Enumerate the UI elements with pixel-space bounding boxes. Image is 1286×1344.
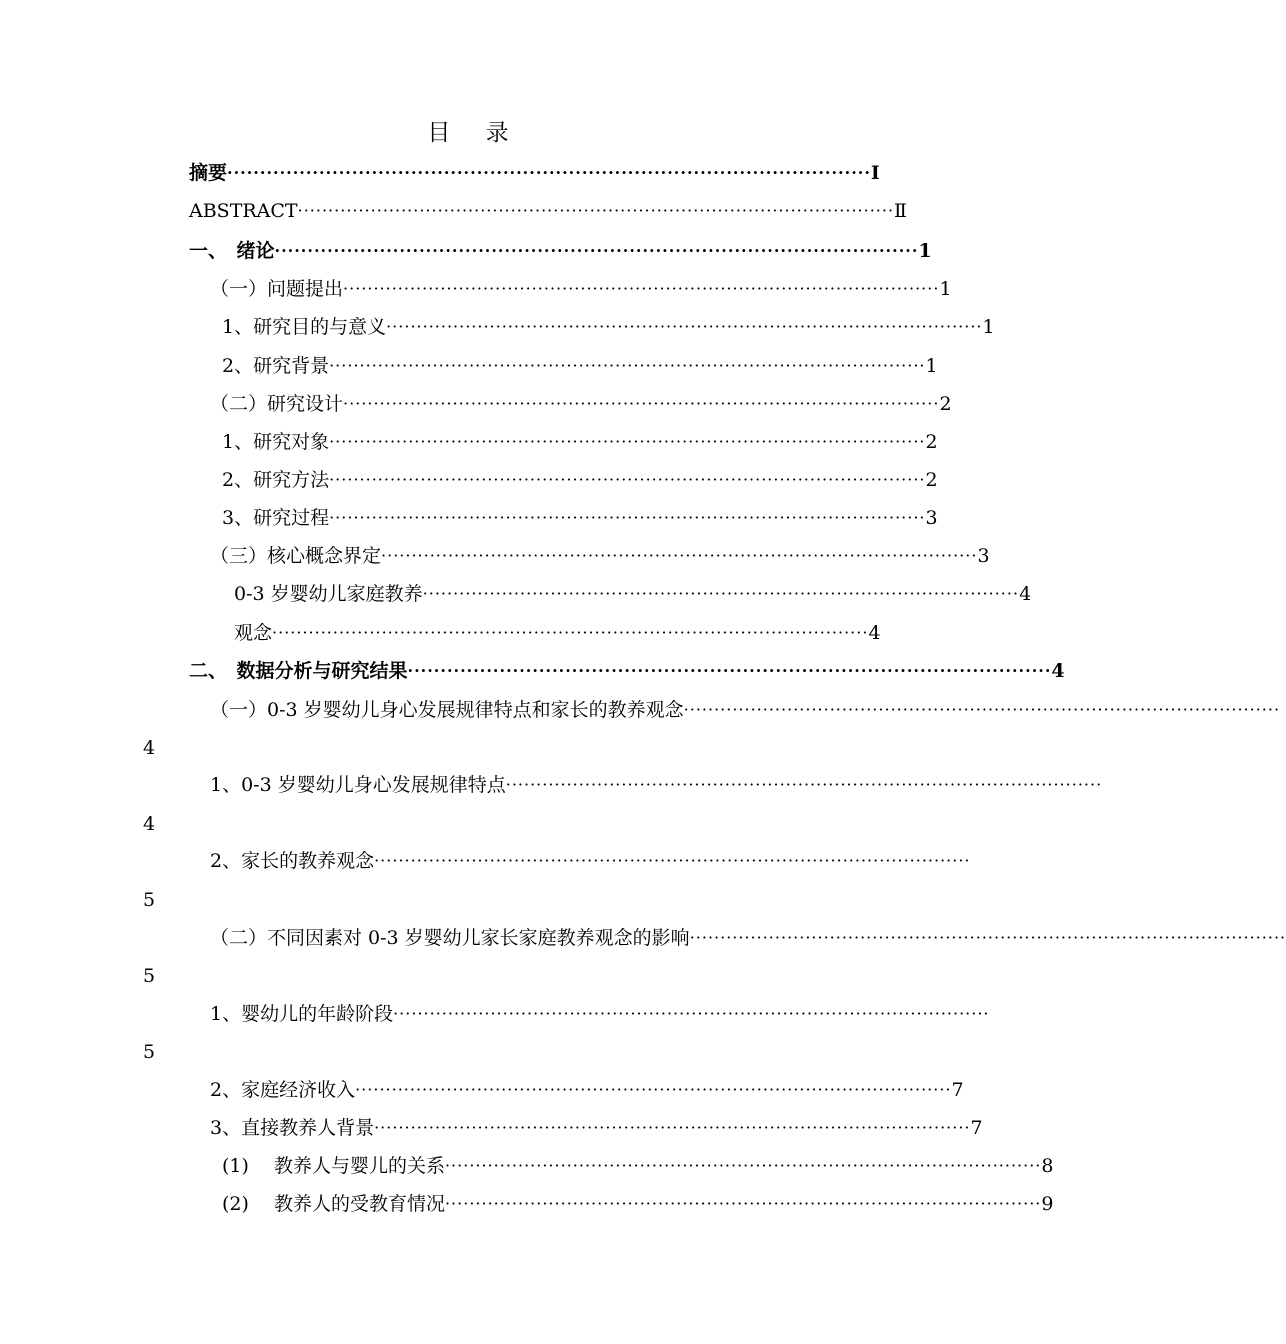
toc-entry[interactable] bbox=[210, 923, 1286, 953]
leader-dots: ·································································································· bbox=[355, 1080, 952, 1099]
toc-entry[interactable] bbox=[210, 1113, 983, 1143]
toc-entry-text: (2) 教养人的受教育情况 bbox=[222, 1193, 445, 1215]
leader-dots: ·································································································· bbox=[272, 623, 869, 642]
toc-entry-text: 2、研究方法 bbox=[222, 469, 330, 491]
toc-entry-page: 5 bbox=[143, 1041, 156, 1063]
toc-entry-text: 1、0-3 岁婴幼儿身心发展规律特点 bbox=[210, 774, 506, 796]
toc-entry-page: 3 bbox=[977, 545, 990, 567]
leader-dots: ·································································································· bbox=[329, 470, 926, 489]
toc-entry-page: 2 bbox=[939, 393, 952, 415]
leader-dots: ·································································································· bbox=[444, 1194, 1042, 1213]
toc-entry[interactable] bbox=[222, 503, 938, 533]
toc-entry-page: 7 bbox=[970, 1117, 983, 1139]
toc-entry-page: 5 bbox=[143, 889, 156, 911]
toc-entry-text: （一）问题提出 bbox=[210, 278, 344, 300]
toc-entry-page: 3 bbox=[925, 507, 938, 529]
toc-entry[interactable] bbox=[210, 541, 990, 571]
toc-entry[interactable] bbox=[210, 770, 1103, 800]
leader-dots: ·································································································· bbox=[374, 1118, 971, 1137]
toc-entry-text: （二）不同因素对 0-3 岁婴幼儿家长家庭教养观念的影响 bbox=[210, 927, 690, 949]
leader-dots: ·································································································· bbox=[343, 394, 940, 413]
toc-entry-page: 2 bbox=[925, 431, 938, 453]
toc-entry-page: 2 bbox=[925, 469, 938, 491]
leader-dots: ·································································································· bbox=[374, 851, 971, 870]
leader-dots: ·································································································· bbox=[329, 356, 926, 375]
toc-entry-page: 8 bbox=[1041, 1155, 1054, 1177]
leader-dots: ·································································································· bbox=[393, 1004, 990, 1023]
leader-dots: ·································································································· bbox=[329, 432, 926, 451]
toc-entry[interactable] bbox=[189, 236, 932, 266]
toc-entry-text: 1、研究对象 bbox=[222, 431, 330, 453]
toc-entry[interactable] bbox=[210, 274, 952, 304]
toc-entry[interactable] bbox=[222, 465, 938, 495]
toc-entry-text: 二、 数据分析与研究结果 bbox=[189, 660, 408, 682]
leader-dots: ·································································································· bbox=[683, 700, 1281, 719]
toc-entry-text: 2、家长的教养观念 bbox=[210, 850, 375, 872]
leader-dots: ·································································································· bbox=[407, 661, 1052, 680]
toc-entry[interactable] bbox=[234, 579, 1032, 609]
toc-entry-text: (1) 教养人与婴儿的关系 bbox=[222, 1155, 445, 1177]
toc-entry-page: 1 bbox=[982, 316, 995, 338]
toc-entry[interactable] bbox=[189, 656, 1065, 686]
toc-entry[interactable] bbox=[234, 618, 881, 648]
toc-entry-page: 4 bbox=[1019, 583, 1032, 605]
toc-entry[interactable] bbox=[222, 1151, 1054, 1181]
leader-dots: ·································································································· bbox=[381, 546, 978, 565]
leader-dots: ·································································································· bbox=[274, 241, 919, 260]
toc-entry[interactable] bbox=[222, 351, 938, 381]
toc-entry-page: 7 bbox=[951, 1079, 964, 1101]
leader-dots: ·································································································· bbox=[227, 163, 871, 182]
toc-entry[interactable] bbox=[210, 695, 1281, 725]
leader-dots: ·································································································· bbox=[386, 317, 983, 336]
leader-dots: ·································································································· bbox=[505, 775, 1103, 794]
toc-entry[interactable] bbox=[222, 312, 995, 342]
toc-entry-text: （二）研究设计 bbox=[210, 393, 344, 415]
leader-dots: ·································································································· bbox=[329, 508, 926, 527]
toc-entry[interactable] bbox=[210, 846, 971, 876]
leader-dots: ·································································································· bbox=[343, 279, 940, 298]
toc-entry-text: 摘要 bbox=[189, 162, 228, 184]
toc-entry[interactable] bbox=[210, 999, 990, 1029]
toc-entry-text: （一）0-3 岁婴幼儿身心发展规律特点和家长的教养观念 bbox=[210, 699, 684, 721]
toc-entry-page: 5 bbox=[143, 965, 156, 987]
toc-entry-page: 4 bbox=[868, 622, 881, 644]
toc-entry-page: 1 bbox=[918, 240, 932, 262]
toc-entry-text: 2、研究背景 bbox=[222, 355, 330, 377]
toc-entry-text: 3、直接教养人背景 bbox=[210, 1117, 375, 1139]
leader-dots: ·································································································· bbox=[689, 928, 1286, 947]
toc-entry-page: Ⅱ bbox=[894, 200, 907, 222]
toc-entry-text: 1、婴幼儿的年龄阶段 bbox=[210, 1003, 394, 1025]
toc-entry-text: 3、研究过程 bbox=[222, 507, 330, 529]
toc-entry[interactable] bbox=[189, 196, 907, 226]
toc-entry-page: 1 bbox=[925, 355, 938, 377]
toc-entry[interactable] bbox=[222, 1189, 1054, 1219]
toc-entry-text: 1、研究目的与意义 bbox=[222, 316, 387, 338]
toc-entry[interactable] bbox=[210, 389, 952, 419]
toc-entry-text: （三）核心概念界定 bbox=[210, 545, 382, 567]
toc-entry-page: 4 bbox=[143, 737, 156, 759]
toc-entry[interactable] bbox=[222, 427, 938, 457]
leader-dots: ·································································································· bbox=[444, 1156, 1042, 1175]
toc-entry-text: ABSTRACT bbox=[189, 200, 298, 222]
toc-entry-page: 1 bbox=[939, 278, 952, 300]
toc-entry-page: 9 bbox=[1041, 1193, 1054, 1215]
toc-entry-text: 2、家庭经济收入 bbox=[210, 1079, 356, 1101]
toc-entry-page: 4 bbox=[1051, 660, 1065, 682]
toc-entry-page: Ⅰ bbox=[870, 162, 880, 184]
toc-title: 目 录 bbox=[427, 120, 523, 146]
leader-dots: ·································································································· bbox=[297, 201, 895, 220]
toc-entry-page: 4 bbox=[143, 813, 156, 835]
toc-entry[interactable] bbox=[189, 158, 880, 188]
toc-entry[interactable] bbox=[210, 1075, 964, 1105]
leader-dots: ·································································································· bbox=[422, 584, 1020, 603]
toc-entry-text: 一、 绪论 bbox=[189, 240, 275, 262]
toc-entry-text: 观念 bbox=[234, 622, 273, 644]
toc-entry-text: 0-3 岁婴幼儿家庭教养 bbox=[234, 583, 423, 605]
